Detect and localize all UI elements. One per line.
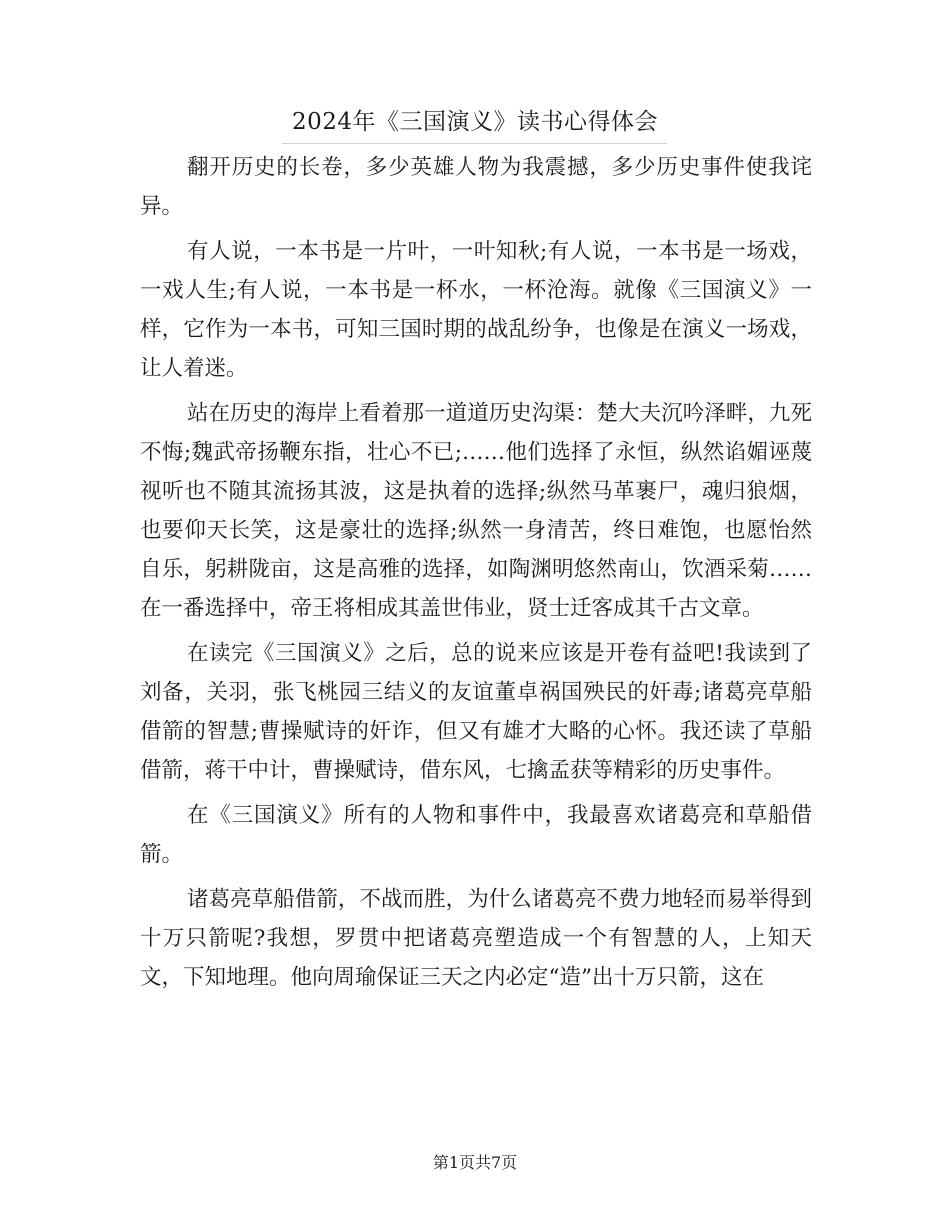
document-body — [140, 148, 812, 1003]
paragraph: 有人说，一本书是一片叶，一叶知秋;有人说，一本书是一场戏，一戏人生;有人说，一本书是一杯水，一杯沧海。就像《三国演义》一样，它作为一本书，可知三国时期的战乱纷争，也像是在演义一场戏，让人着迷。 — [140, 239, 812, 381]
page-footer: 第1页共7页 — [432, 1153, 518, 1172]
paragraph: 在《三国演义》所有的人物和事件中，我最喜欢诸葛亮和草船借箭。 — [140, 803, 812, 867]
paragraph: 站在历史的海岸上看着那一道道历史沟渠：楚大夫沉吟泽畔，九死不悔;魏武帝扬鞭东指，壮心不已;……他们选择了永恒，纵然谄媚诬蔑视听也不随其流扬其波，这是执着的选择;纵然马革裹尸，魂归狼烟，也要仰天长笑，这是豪壮的选择;纵然一身清苦，终日难饱，也愿怡然自乐，躬耕陇亩，这是高雅的选择，如陶渊明悠然南山，饮酒采菊……在一番选择中，帝王将相成其盖世伟业，贤士迁客成其千古文章。 — [140, 401, 812, 621]
paragraph: 诸葛亮草船借箭，不战而胜，为什么诸葛亮不费力地轻而易举得到十万只箭呢?我想，罗贯中把诸葛亮塑造成一个有智慧的人，上知天文，下知地理。他向周瑜保证三天之内必定“造”出十万只箭，这在 — [140, 887, 812, 990]
paragraph: 翻开历史的长卷，多少英雄人物为我震撼，多少历史事件使我诧异。 — [140, 155, 812, 219]
paragraph: 在读完《三国演义》之后，总的说来应该是开卷有益吧!我读到了刘备，关羽，张飞桃园三结义的友谊董卓祸国殃民的奸毒;诸葛亮草船借箭的智慧;曹操赋诗的奸诈，但又有雄才大略的心怀。我还读了草船借箭，蒋干中计，曹操赋诗，借东风，七擒孟获等精彩的历史事件。 — [140, 641, 812, 783]
title-underline — [282, 143, 667, 144]
document-title: 2024年《三国演义》读书心得体会 — [291, 109, 659, 135]
